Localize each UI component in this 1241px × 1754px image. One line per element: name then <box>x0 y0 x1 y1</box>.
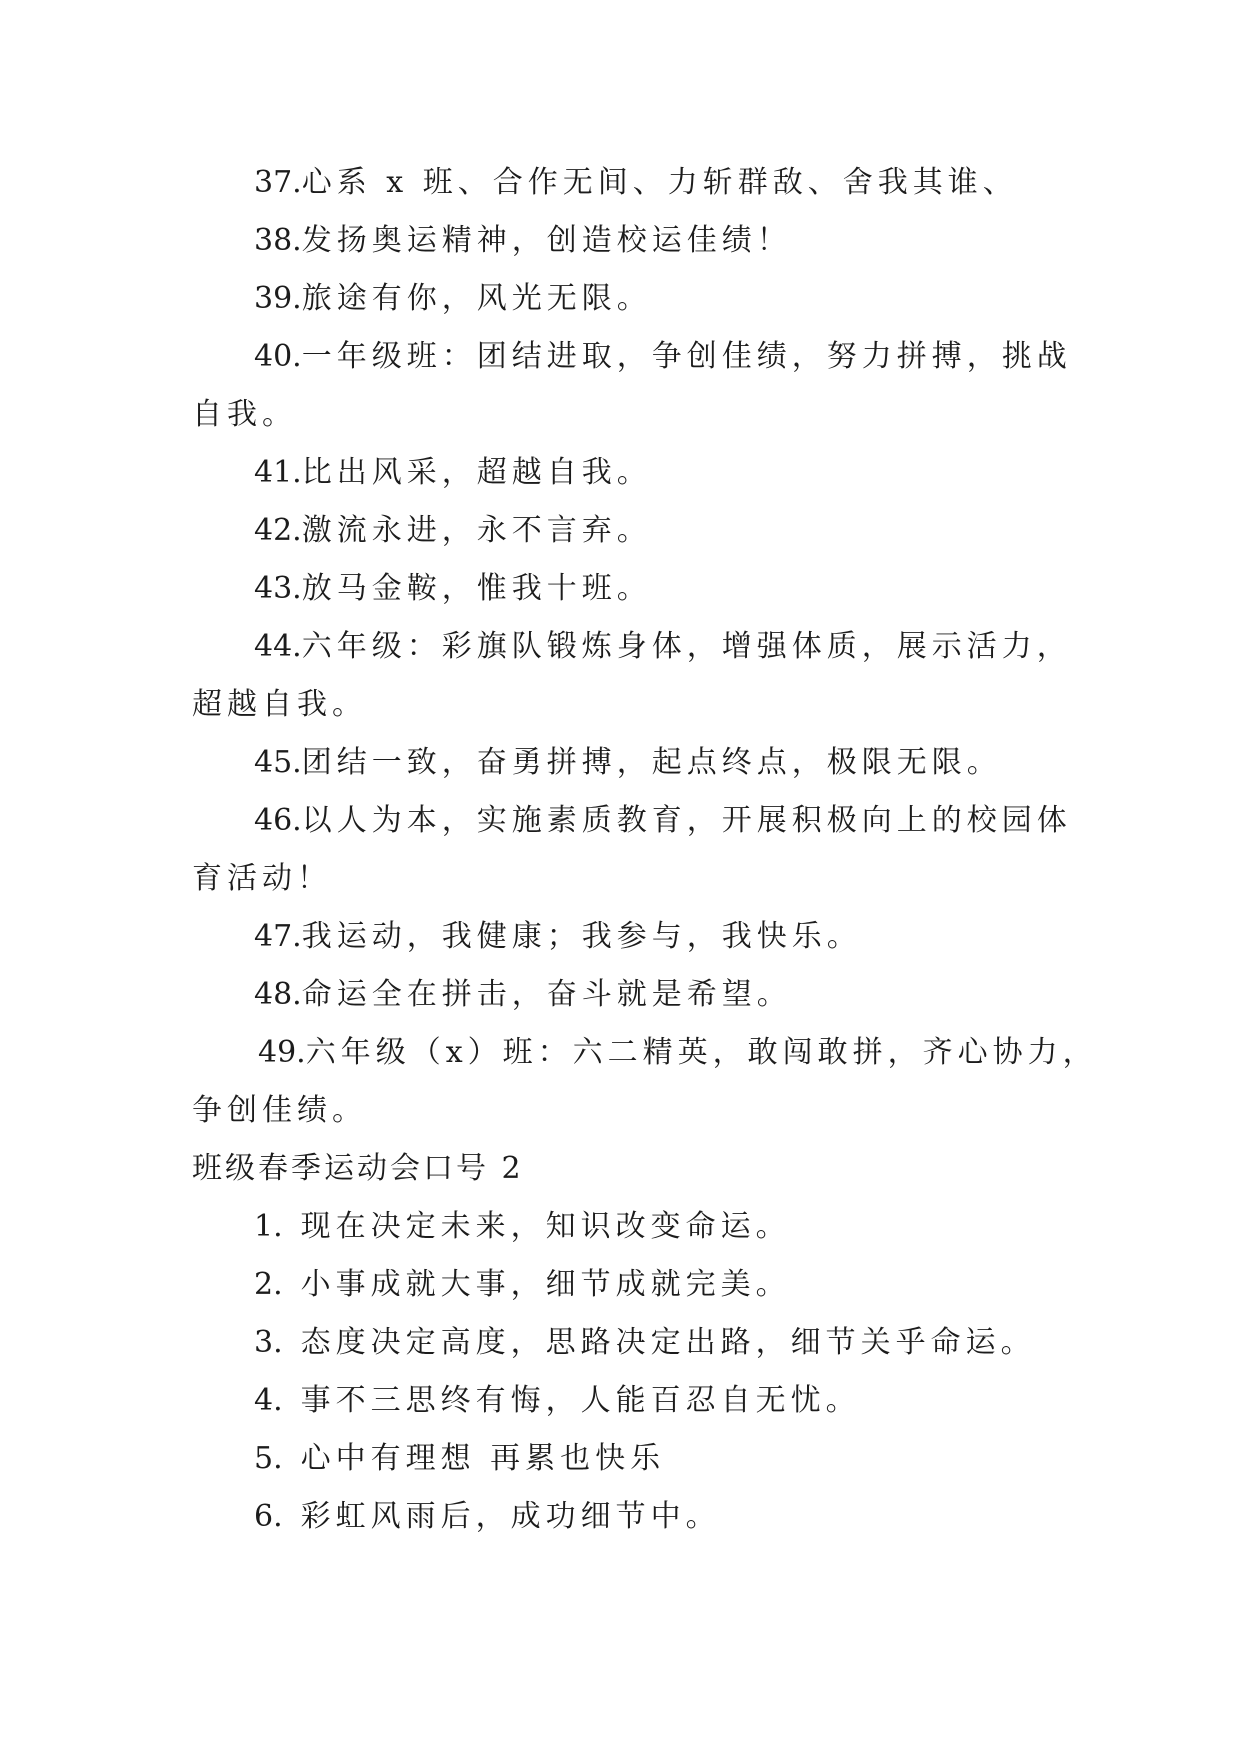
item-number: 1. <box>254 1209 283 1244</box>
item-number: 39. <box>254 281 302 316</box>
item-text: 心系 x 班、合作无间、力斩群敌、舍我其谁、 <box>301 165 1018 200</box>
item-number: 38. <box>254 223 302 258</box>
item-number: 43. <box>254 571 302 606</box>
list-item <box>0 1256 1241 1314</box>
list-item <box>0 328 1241 386</box>
list-item <box>0 1372 1241 1430</box>
item-number: 6. <box>254 1499 283 1534</box>
section-heading: 班级春季运动会口号 2 <box>192 1151 524 1186</box>
list-item <box>0 1024 1241 1082</box>
item-text: 态度决定高度，思路决定出路，细节关乎命运。 <box>300 1325 1036 1360</box>
item-text: 旅途有你，风光无限。 <box>301 281 652 316</box>
item-text: 现在决定未来，知识改变命运。 <box>300 1209 791 1244</box>
item-text: 一年级班：团结进取，争创佳绩，努力拼搏，挑战 <box>301 339 1072 374</box>
list-item <box>0 212 1241 270</box>
list-item <box>0 908 1241 966</box>
item-number: 41. <box>254 455 302 490</box>
list-item <box>0 1430 1241 1488</box>
item-number: 37. <box>254 165 302 200</box>
item-text: 彩虹风雨后，成功细节中。 <box>300 1499 721 1534</box>
item-number: 3. <box>254 1325 283 1360</box>
item-text: 以人为本，实施素质教育，开展积极向上的校园体 <box>301 803 1072 838</box>
list-item <box>0 1488 1241 1546</box>
item-number: 45. <box>254 745 302 780</box>
list-item <box>0 618 1241 676</box>
item-text: 激流永进，永不言弃。 <box>301 513 652 548</box>
list-item <box>0 502 1241 560</box>
item-text: 六年级：彩旗队锻炼身体，增强体质，展示活力， <box>301 629 1072 664</box>
list-item <box>0 270 1241 328</box>
item-number: 48. <box>254 977 302 1012</box>
item-text: 心中有理想 再累也快乐 <box>300 1441 666 1476</box>
item-text: 放马金鞍，惟我十班。 <box>301 571 652 606</box>
item-number: 46. <box>254 803 302 838</box>
list-item <box>0 1314 1241 1372</box>
list-item-continuation: 育活动！ <box>192 861 332 896</box>
item-number: 40. <box>254 339 302 374</box>
list-item <box>0 154 1241 212</box>
list-item <box>0 966 1241 1024</box>
item-number: 42. <box>254 513 302 548</box>
item-number: 4. <box>254 1383 283 1418</box>
item-text: 发扬奥运精神，创造校运佳绩！ <box>301 223 792 258</box>
item-number: 5. <box>254 1441 283 1476</box>
item-number: 47. <box>254 919 302 954</box>
item-text: 团结一致，奋勇拼搏，起点终点，极限无限。 <box>301 745 1002 780</box>
item-number: 44. <box>254 629 302 664</box>
list-item <box>0 560 1241 618</box>
list-item <box>0 1198 1241 1256</box>
item-text: 我运动，我健康；我参与，我快乐。 <box>301 919 862 954</box>
item-text: 事不三思终有悔，人能百忍自无忧。 <box>300 1383 861 1418</box>
item-text: 比出风采，超越自我。 <box>301 455 652 490</box>
list-item <box>0 792 1241 850</box>
list-item <box>0 444 1241 502</box>
item-text: 六年级（x）班：六二精英，敢闯敢拼，齐心协力， <box>305 1035 1098 1070</box>
item-text: 小事成就大事，细节成就完美。 <box>300 1267 791 1302</box>
list-item <box>0 734 1241 792</box>
list-item-continuation: 争创佳绩。 <box>192 1093 367 1128</box>
item-number: 2. <box>254 1267 283 1302</box>
item-number: 49. <box>258 1035 306 1070</box>
item-text: 命运全在拼击，奋斗就是希望。 <box>301 977 792 1012</box>
list-item-continuation: 自我。 <box>192 397 297 432</box>
list-item-continuation: 超越自我。 <box>192 687 367 722</box>
